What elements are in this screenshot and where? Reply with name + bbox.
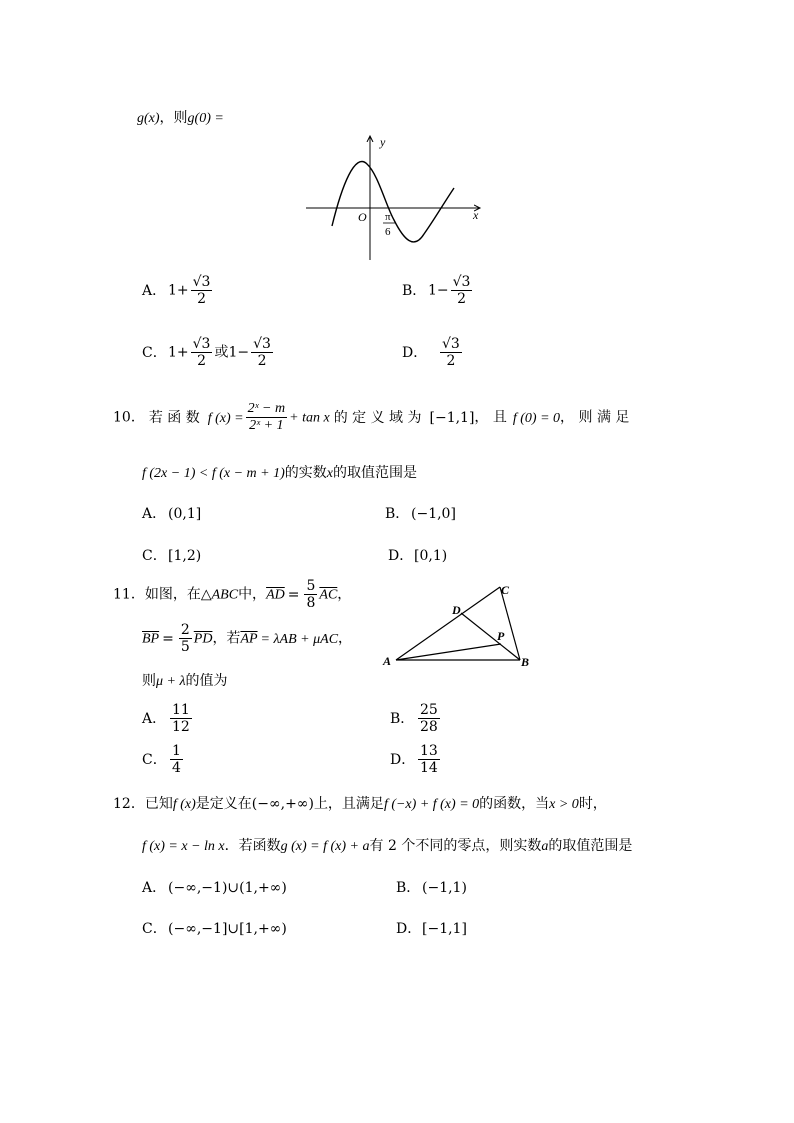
q10-option-d[interactable]: D．[0,1) — [388, 548, 448, 564]
q9-then: ，则 — [159, 110, 188, 126]
triangle-figure — [380, 580, 540, 675]
q10-option-b[interactable]: B． (−1,0] — [385, 506, 456, 522]
q9-expr: g(0) = — [187, 111, 224, 126]
point-c-label: C — [501, 583, 510, 597]
point-d-label: D — [452, 603, 461, 617]
q11-option-d[interactable]: D． $\frac{13}{14}$ — [390, 743, 438, 776]
q11-option-b[interactable]: B． $\frac{25}{28}$ — [390, 702, 438, 735]
q10-option-a[interactable]: A． (0,1] — [142, 506, 202, 522]
q9-option-a[interactable]: A． 1+ $\frac{√3}{2}$ — [142, 274, 211, 307]
x-axis-label: x — [473, 208, 479, 222]
origin-label: O — [358, 210, 367, 224]
q11-stem-line3: 则μ + λ的值为 — [142, 673, 228, 689]
q10-stem-line2: f (2x − 1) < f (x − m + 1)的实数x的取值范围是 — [142, 465, 417, 481]
y-axis-label: y — [380, 135, 386, 149]
q11-stem-line2: $\overline{BP}$ = $\frac{2}{5}$ $\overline{PD}$，若$\overline{AP} = \lambda AB + \mu AC$， — [142, 622, 353, 655]
q9-option-b[interactable]: B． 1− $\frac{√3}{2}$ — [402, 274, 471, 307]
q12-option-a[interactable]: A． (−∞,−1)∪(1,+∞) — [142, 880, 287, 896]
point-a-label: A — [383, 654, 392, 668]
q12-option-d[interactable]: D．[−1,1] — [396, 921, 467, 937]
q9-gx: g(x) — [137, 111, 160, 126]
sine-graph — [300, 130, 500, 270]
q9-option-d[interactable]: D． $\frac{√3}{2}$ — [402, 336, 460, 369]
q10-stem-line1: 10． 若 函 数 f (x) = $\frac{\text{2ˣ − m}}{\text{2ˣ + 1}}$ + tan x 的 定 义 域 为 [−1,1]， 且 f (0) = 0， 则 满 足 — [113, 401, 630, 433]
point-b-label: B — [521, 655, 530, 669]
q11-stem-line1: 11．如图，在△ABC中，$\overline{AD}$ = $\frac{5}{8}$ $\overline{AC}$， — [113, 578, 352, 611]
q12-option-c[interactable]: C．(−∞,−1]∪[1,+∞) — [142, 921, 287, 937]
q11-option-c[interactable]: C． $\frac{1}{4}$ — [142, 743, 181, 776]
q12-option-b[interactable]: B． (−1,1) — [396, 880, 467, 896]
q11-option-a[interactable]: A． $\frac{11}{12}$ — [142, 702, 190, 735]
q9-stem-tail — [137, 107, 224, 127]
point-p-label: P — [497, 629, 505, 643]
q12-stem-line1: 12．已知f (x)是定义在(−∞,+∞)上，且满足f (−x) + f (x) = 0的函数，当x > 0时， — [113, 796, 607, 812]
q12-stem-line2: f (x) = x − ln x．若函数g (x) = f (x) + a有 2 个不同的零点，则实数a的取值范围是 — [142, 838, 633, 854]
tick-six: 6 — [385, 226, 391, 238]
q9-option-c[interactable]: C．1+ $\frac{√3}{2}$ 或1− $\frac{√3}{2}$ — [142, 336, 271, 369]
q10-option-c[interactable]: C．[1,2) — [142, 548, 202, 564]
tick-pi: π — [385, 211, 391, 223]
sine-curve — [332, 162, 454, 242]
